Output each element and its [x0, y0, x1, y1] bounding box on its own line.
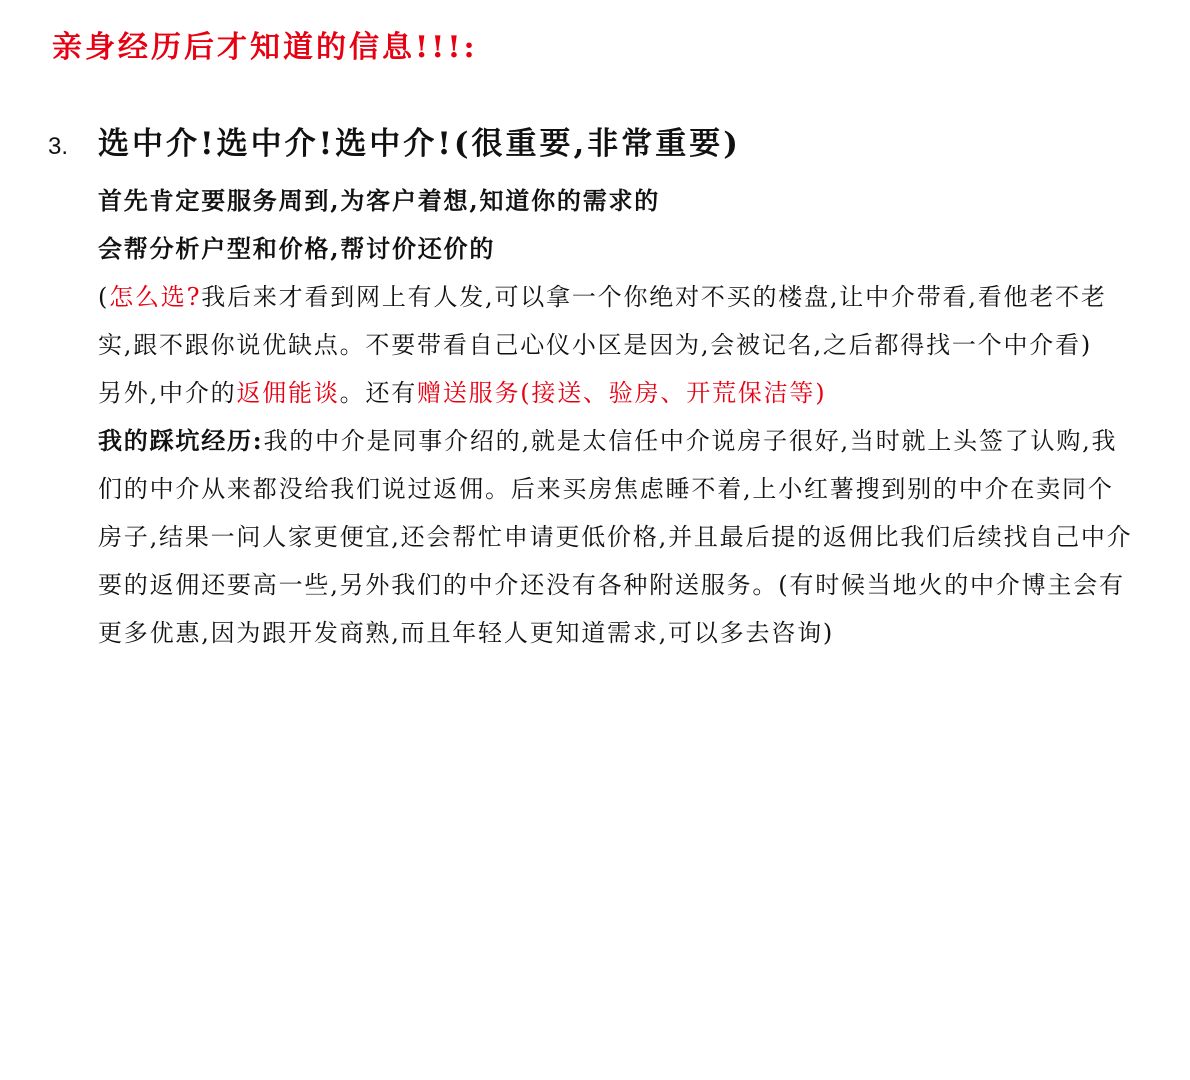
section-heading [48, 118, 1148, 163]
section-3 [48, 118, 1148, 657]
paragraph-price-help: 会帮分析户型和价格,帮讨价还价的 [98, 234, 496, 263]
how-to-choose-highlight: 怎么选? [109, 283, 202, 311]
paragraph-extras [98, 369, 1138, 417]
free-services-highlight: 赠送服务(接送、验房、开荒保洁等) [417, 379, 827, 407]
paragraph-experience [98, 417, 1138, 657]
page-header-title: 亲身经历后才知道的信息!!!: [52, 30, 478, 65]
extras-prefix: 另外,中介的 [98, 379, 237, 407]
extras-mid: 。还有 [339, 379, 418, 407]
experience-text: 我的中介是同事介绍的,就是太信任中介说房子很好,当时就上头签了认购,我们的中介从来都没给我们说过返佣。后来买房焦虑睡不着,上小红薯搜到别的中介在卖同个房子,结果一问人家更便宜,还会帮忙申请更低价格,并且最后提的返佣比我们后续找自己中介要的返佣还要高一些,另外我们的中介还没有各种附送服务。(有时候当地火的中介博主会有更多优惠,因为跟开发商熟,而且年轻人更知道需求,可以多去咨询) [98, 427, 1133, 647]
section-number: 3. [48, 133, 69, 160]
paragraph-service: 首先肯定要服务周到,为客户着想,知道你的需求的 [98, 186, 661, 215]
paragraph-how-to-choose [98, 273, 1138, 369]
section-title: 选中介!选中介!选中介!(很重要,非常重要) [98, 126, 741, 162]
how-to-choose-text: 我后来才看到网上有人发,可以拿一个你绝对不买的楼盘,让中介带看,看他老不老实,跟不跟你说优缺点。不要带看自己心仪小区是因为,会被记名,之后都得找一个中介看) [98, 283, 1107, 359]
paren-open: ( [98, 283, 110, 311]
experience-label: 我的踩坑经历: [98, 426, 264, 455]
section-body [98, 177, 1138, 657]
rebate-highlight: 返佣能谈 [236, 379, 340, 407]
